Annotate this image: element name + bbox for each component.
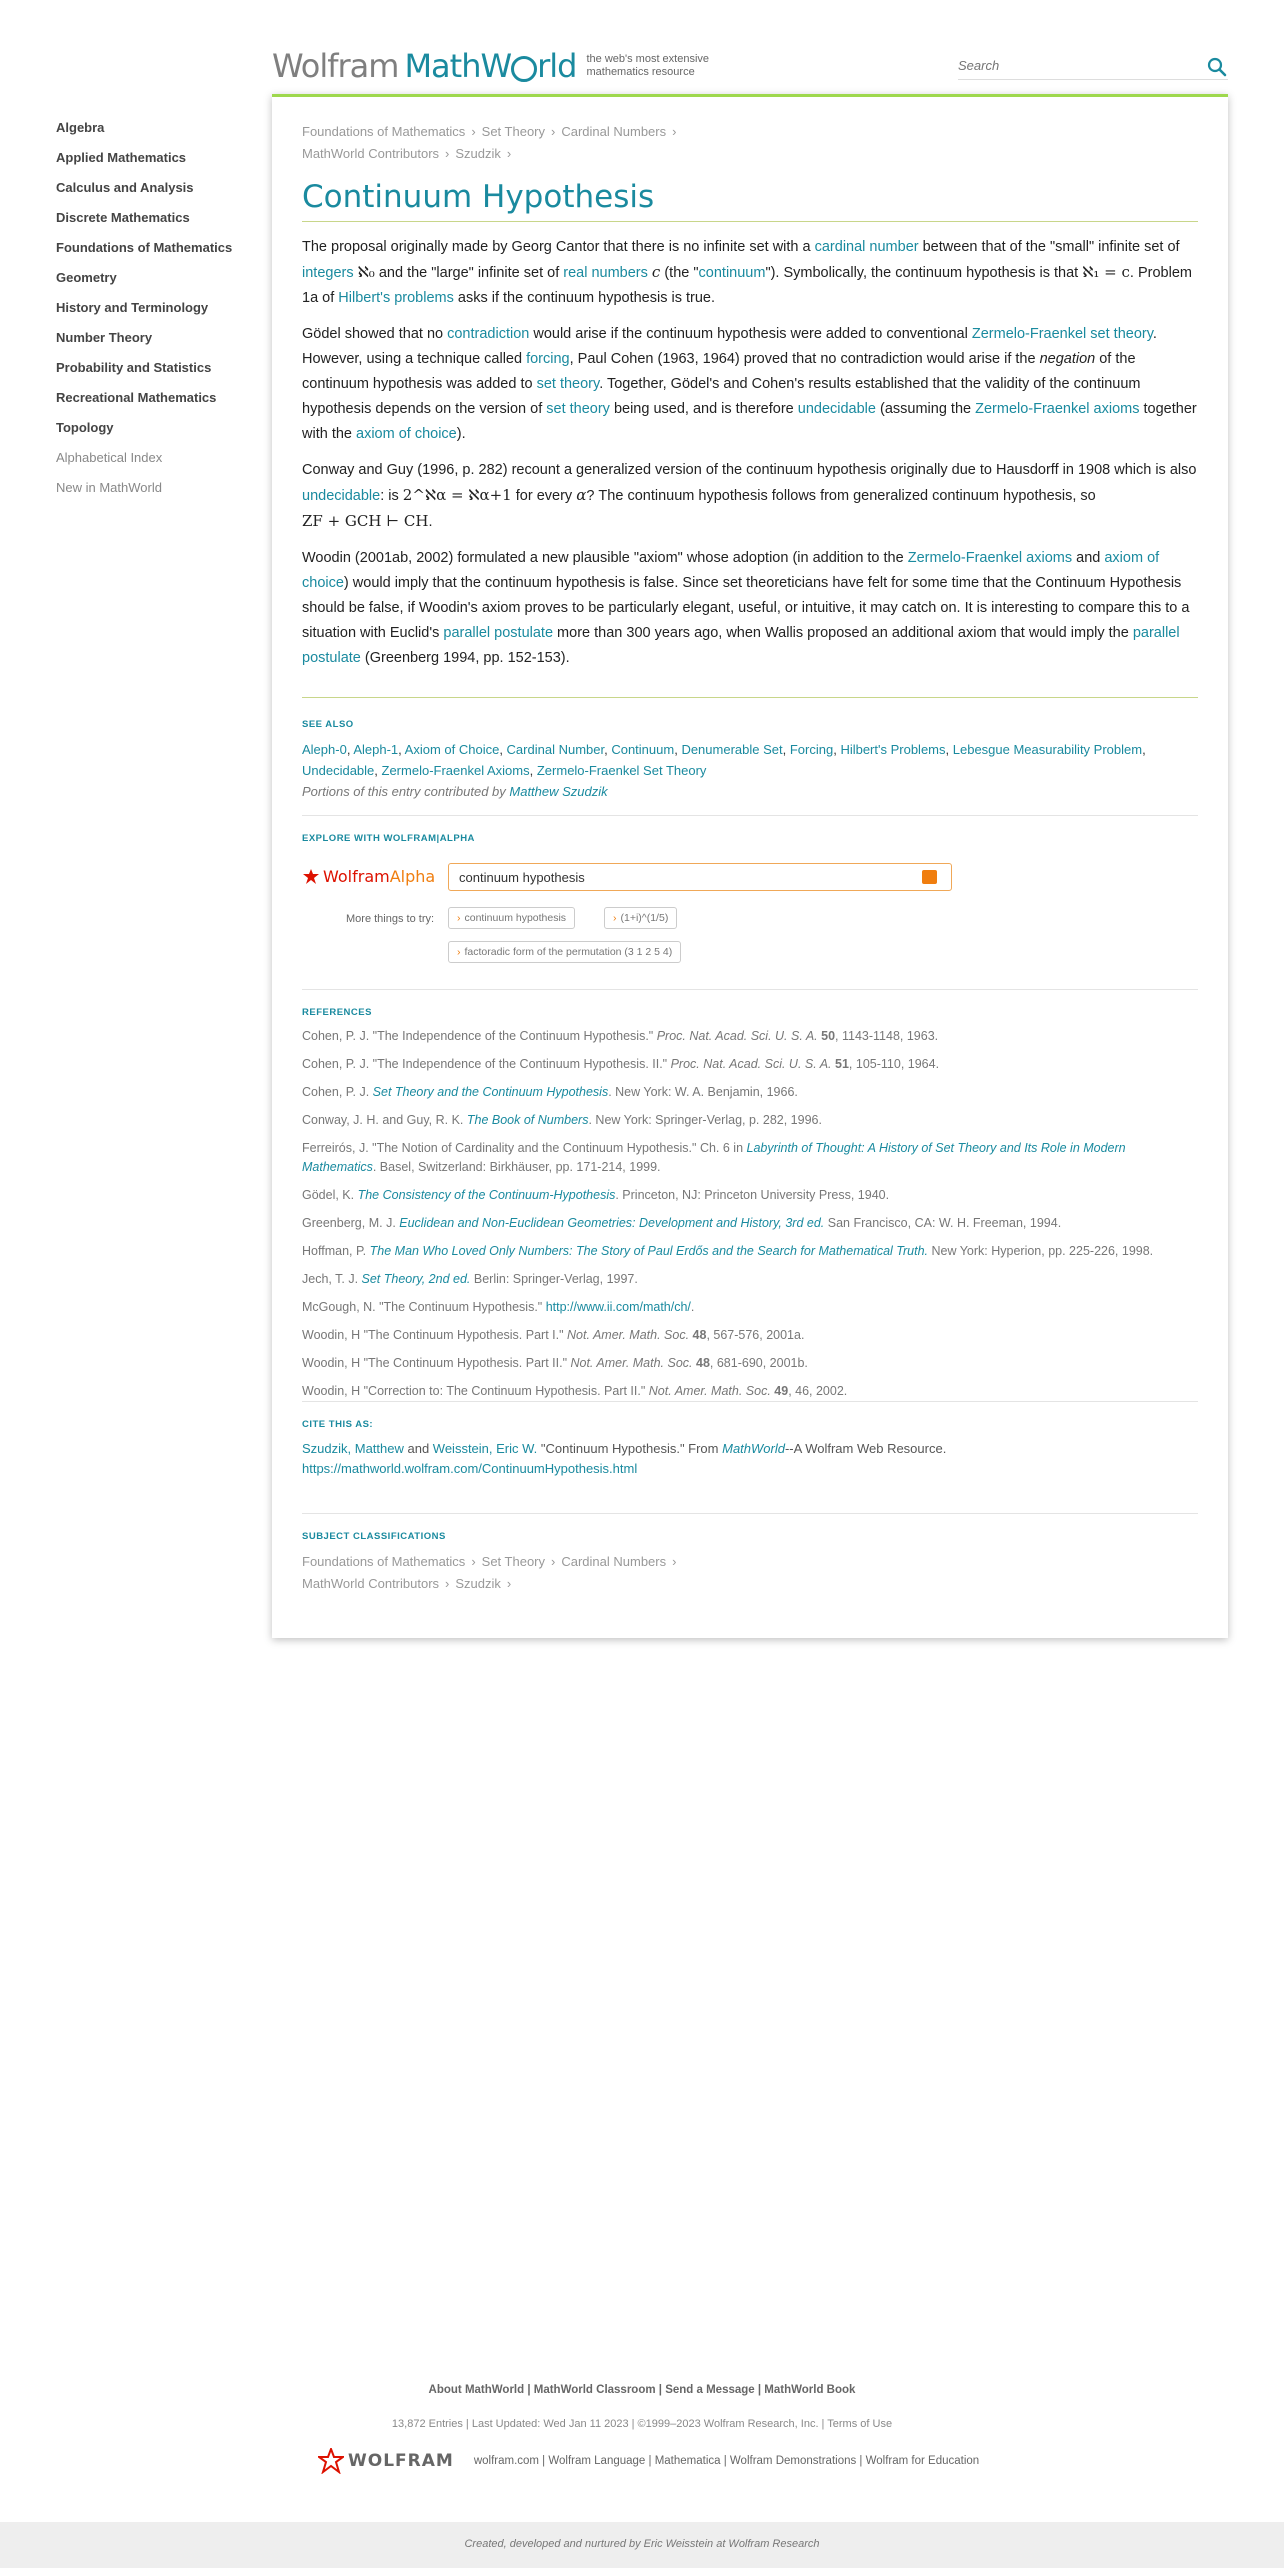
reference-book-link[interactable]: The Book of Numbers	[466, 1113, 589, 1127]
link-zf-set-theory[interactable]: Zermelo-Fraenkel set theory	[971, 326, 1153, 342]
page-title: Continuum Hypothesis	[302, 179, 1198, 222]
link-set-theory-2[interactable]: set theory	[546, 401, 610, 417]
breadcrumb-foundations[interactable]: Foundations of Mathematics	[302, 124, 466, 139]
chevron-right-icon: ›	[457, 912, 461, 924]
paragraph-1: The proposal originally made by Georg Cantor that there is no infinite set with a cardinal number between that of the "small" infinite set of integers ℵ₀ and the "large" infinite set of real numbers c (the "continuum"). Symbolically, the continuum hypothesis is that ℵ₁ = c. Problem 1a of Hilbert's problems asks if the continuum hypothesis is true.	[302, 239, 1192, 306]
sidebar-item-recreational-mathematics[interactable]: Recreational Mathematics	[56, 390, 217, 405]
sidebar-item-algebra[interactable]: Algebra	[56, 120, 105, 135]
try-chip[interactable]: › factoradic form of the permutation (3 1 2 5 4)	[448, 941, 681, 963]
sidebar-item-number-theory[interactable]: Number Theory	[56, 330, 153, 345]
wolfram-spikey-icon	[318, 2448, 344, 2474]
link-zf-axioms[interactable]: Zermelo-Fraenkel axioms	[975, 401, 1140, 417]
wolfram-footer-links[interactable]: wolfram.com | Wolfram Language | Mathematica | Wolfram Demonstrations | Wolfram for Education	[473, 2455, 980, 2467]
reference-book-link[interactable]: Set Theory, 2nd ed.	[361, 1272, 471, 1286]
cite-label: CITE THIS AS:	[302, 1419, 374, 1430]
math-zf-gch-ch: ZF + GCH ⊢ CH	[302, 512, 429, 530]
reference-item: Woodin, H "Correction to: The Continuum Hypothesis. Part II." Not. Amer. Math. Soc. 49, 46, 2002.	[302, 1384, 848, 1398]
see-also-link[interactable]: Forcing	[789, 742, 834, 757]
cite-url[interactable]: https://mathworld.wolfram.com/ContinuumHypothesis.html	[302, 1461, 638, 1476]
see-also-link[interactable]: Lebesgue Measurability Problem	[952, 742, 1143, 757]
reference-item: Hoffman, P. The Man Who Loved Only Numbers: The Story of Paul Erdős and the Search for Mathematical Truth. New York: Hyperion, pp. 225-226, 1998.	[302, 1244, 1154, 1258]
see-also-link[interactable]: Zermelo-Fraenkel Axioms	[381, 763, 530, 778]
breadcrumb-set-theory[interactable]: Set Theory	[481, 124, 546, 139]
reference-book-link[interactable]: Labyrinth of Thought: A History of Set Theory and Its Role in Modern Mathematics	[302, 1141, 1126, 1174]
reference-item: McGough, N. "The Continuum Hypothesis." http://www.ii.com/math/ch/.	[302, 1300, 695, 1314]
breadcrumb-szudzik[interactable]: Szudzik	[455, 146, 501, 161]
see-also-link[interactable]: Hilbert's Problems	[840, 742, 946, 757]
breadcrumb-cardinal-numbers[interactable]: Cardinal Numbers	[561, 124, 667, 139]
subject-set-theory[interactable]: Set Theory	[481, 1554, 546, 1569]
sidebar-item-geometry[interactable]: Geometry	[56, 270, 117, 285]
reference-item: Woodin, H "The Continuum Hypothesis. Part I." Not. Amer. Math. Soc. 48, 567-576, 2001a.	[302, 1328, 805, 1342]
cite-author-szudzik[interactable]: Szudzik, Matthew	[302, 1441, 404, 1456]
explore-label: EXPLORE WITH WOLFRAM|ALPHA	[302, 833, 475, 844]
divider	[302, 697, 1198, 698]
subject-cardinal-numbers[interactable]: Cardinal Numbers	[561, 1554, 667, 1569]
wolfram-alpha-logo[interactable]: Wolfram Alpha	[302, 867, 435, 886]
try-chip[interactable]: › continuum hypothesis	[448, 907, 575, 929]
divider	[302, 1401, 1198, 1402]
link-parallel-postulate[interactable]: parallel postulate	[443, 625, 554, 641]
sidebar-item-topology[interactable]: Topology	[56, 420, 114, 435]
article-card	[272, 94, 1228, 1638]
article-body	[302, 235, 1198, 682]
references-label: REFERENCES	[302, 1007, 372, 1018]
see-also-link[interactable]: Aleph-1	[353, 742, 399, 757]
wolfram-alpha-go-button[interactable]	[922, 870, 937, 884]
math-gch: 2^ℵα = ℵα+1	[402, 486, 512, 504]
link-axiom-of-choice-2[interactable]: axiom of choice	[302, 550, 1160, 591]
sidebar-nav	[56, 118, 256, 508]
see-also-label: SEE ALSO	[302, 719, 354, 730]
link-set-theory[interactable]: set theory	[536, 376, 600, 392]
see-also-link[interactable]: Continuum	[611, 742, 675, 757]
reference-item: Jech, T. J. Set Theory, 2nd ed. Berlin: Springer-Verlag, 1997.	[302, 1272, 638, 1286]
subject-classifications: Foundations of Mathematics › Set Theory › Cardinal Numbers › MathWorld Contributors › Szudzik ›	[302, 1554, 677, 1591]
see-also-link[interactable]: Zermelo-Fraenkel Set Theory	[536, 763, 707, 778]
link-integers[interactable]: integers	[302, 265, 354, 281]
reference-item: Ferreirós, J. "The Notion of Cardinality and the Continuum Hypothesis." Ch. 6 in Labyrinth of Thought: A History of Set Theory and Its Role in Modern Mathematics. Basel, Switzerland: Birkhäuser, pp. 171-214, 1999.	[302, 1141, 1126, 1174]
subject-label: SUBJECT CLASSIFICATIONS	[302, 1531, 446, 1542]
see-also-link[interactable]: Axiom of Choice	[404, 742, 500, 757]
reference-item: Cohen, P. J. "The Independence of the Continuum Hypothesis. II." Proc. Nat. Acad. Sci. U. S. A. 51, 105-110, 1964.	[302, 1057, 940, 1071]
reference-item: Gödel, K. The Consistency of the Continuum-Hypothesis. Princeton, NJ: Princeton University Press, 1940.	[302, 1188, 890, 1202]
search-input[interactable]	[958, 54, 1198, 77]
reference-book-link[interactable]: Euclidean and Non-Euclidean Geometries: Development and History, 3rd ed.	[399, 1216, 825, 1230]
globe-icon	[511, 56, 537, 82]
wolfram-spikey-icon	[302, 868, 320, 886]
divider	[302, 1513, 1198, 1514]
mathworld-logo[interactable]	[272, 48, 736, 84]
reference-url-link[interactable]: http://www.ii.com/math/ch/	[545, 1300, 691, 1314]
cite-mathworld-link[interactable]: MathWorld	[722, 1441, 785, 1456]
see-also-link[interactable]: Aleph-0	[302, 742, 347, 757]
paragraph-4: Woodin (2001ab, 2002) formulated a new plausible "axiom" whose adoption (in addition to the Zermelo-Fraenkel axioms and axiom of choice) would imply that the continuum hypothesis is false. Since set theoreticians have felt for some time that the Continuum Hypothesis should be false, if Woodin's axiom proves to be particularly elegant, useful, or intuitive, it may catch on. It is interesting to compare this to a situation with Euclid's parallel postulate more than 300 years ago, when Wallis proposed an additional axiom that would imply the parallel postulate (Greenberg 1994, pp. 152-153).	[302, 550, 1190, 666]
search-box	[958, 54, 1228, 80]
sidebar-item-calculus-and-analysis[interactable]: Calculus and Analysis	[56, 180, 194, 195]
link-parallel-postulate-2[interactable]: parallel postulate	[302, 625, 1180, 666]
reference-book-link[interactable]: The Man Who Loved Only Numbers: The Story of Paul Erdős and the Search for Mathematical Truth.	[369, 1244, 928, 1258]
logo-wolfram-text: Wolfram	[272, 47, 399, 85]
breadcrumb: Foundations of Mathematics › Set Theory › Cardinal Numbers › MathWorld Contributors › Szudzik ›	[302, 124, 677, 161]
divider	[302, 815, 1198, 816]
reference-book-link[interactable]: Set Theory and the Continuum Hypothesis	[372, 1085, 609, 1099]
reference-item: Greenberg, M. J. Euclidean and Non-Euclidean Geometries: Development and History, 3rd ed. San Francisco, CA: W. H. Freeman, 1994.	[302, 1216, 1062, 1230]
sidebar-item-alphabetical-index[interactable]: Alphabetical Index	[56, 450, 163, 465]
see-also-link[interactable]: Cardinal Number	[506, 742, 605, 757]
link-real-numbers[interactable]: real numbers	[563, 265, 648, 281]
math-aleph1-eq-c: ℵ₁ = c	[1082, 263, 1130, 281]
breadcrumb-contributors[interactable]: MathWorld Contributors	[302, 146, 440, 161]
sidebar-item-history-and-terminology[interactable]: History and Terminology	[56, 300, 209, 315]
credit-bar	[0, 2522, 1284, 2568]
link-axiom-of-choice[interactable]: axiom of choice	[356, 426, 457, 442]
chevron-right-icon: ›	[457, 946, 461, 958]
credit-text: Created, developed and nurtured by Eric Weisstein at Wolfram Research	[464, 2538, 820, 2550]
subject-contributors[interactable]: MathWorld Contributors	[302, 1576, 440, 1591]
sidebar-item-foundations-of-mathematics[interactable]: Foundations of Mathematics	[56, 240, 233, 255]
reference-item: Woodin, H "The Continuum Hypothesis. Part II." Not. Amer. Math. Soc. 48, 681-690, 2001b.	[302, 1356, 808, 1370]
footer-info: 13,872 Entries | Last Updated: Wed Jan 11 2023 | ©1999–2023 Wolfram Research, Inc. | Terms of Use	[391, 2418, 893, 2430]
sidebar-item-new-in-mathworld[interactable]: New in MathWorld	[56, 480, 162, 495]
more-things-label: More things to try:	[346, 913, 435, 925]
math-aleph0: ℵ₀	[357, 263, 375, 281]
reference-item: Conway, J. H. and Guy, R. K. The Book of Numbers. New York: Springer-Verlag, p. 282, 1996.	[302, 1113, 822, 1127]
footer-links[interactable]: About MathWorld | MathWorld Classroom | Send a Message | MathWorld Book	[428, 2384, 856, 2396]
cite-author-weisstein[interactable]: Weisstein, Eric W.	[432, 1441, 538, 1456]
reference-item: Cohen, P. J. "The Independence of the Continuum Hypothesis." Proc. Nat. Acad. Sci. U. S. A. 50, 1143-1148, 1963.	[302, 1029, 939, 1043]
link-hilberts-problems[interactable]: Hilbert's problems	[338, 290, 454, 306]
link-contradiction[interactable]: contradiction	[447, 326, 530, 342]
citation: Szudzik, Matthew and Weisstein, Eric W. "Continuum Hypothesis." From MathWorld--A Wolfram Web Resource. https://mathworld.wolfram.com/ContinuumHypothesis.html	[302, 1441, 947, 1476]
search-icon[interactable]	[1206, 56, 1228, 78]
footer-wolfram	[318, 2448, 979, 2474]
paragraph-3: Conway and Guy (1996, p. 282) recount a generalized version of the continuum hypothesis originally due to Hausdorff in 1908 which is also undecidable: is 2^ℵα = ℵα+1 for every α? The continuum hypothesis follows from generalized continuum hypothesis, so ZF + GCH ⊢ CH.	[302, 462, 1197, 530]
link-forcing[interactable]: forcing	[526, 351, 570, 367]
try-chip[interactable]: › (1+i)^(1/5)	[604, 907, 677, 929]
site-header	[272, 48, 1228, 84]
reference-book-link[interactable]: The Consistency of the Continuum-Hypothesis	[357, 1188, 616, 1202]
see-also-link[interactable]: Undecidable	[302, 763, 375, 778]
see-also-link[interactable]: Denumerable Set	[681, 742, 783, 757]
link-undecidable-2[interactable]: undecidable	[302, 488, 381, 504]
logo-mathworld-text: MathW rld	[404, 47, 577, 85]
reference-item: Cohen, P. J. Set Theory and the Continuum Hypothesis. New York: W. A. Benjamin, 1966.	[302, 1085, 798, 1099]
portions-credit: Portions of this entry contributed by Matthew Szudzik	[302, 784, 608, 799]
sidebar-item-probability-and-statistics[interactable]: Probability and Statistics	[56, 360, 212, 375]
see-also-list: Aleph-0, Aleph-1, Axiom of Choice, Cardinal Number, Continuum, Denumerable Set, Forcing, Hilbert's Problems, Lebesgue Measurability Problem, Undecidable, Zermelo-Fraenkel Axioms, Zermelo-Fraenkel Set Theory Portions of this entry contributed by Matthew Szudzik	[302, 742, 1146, 799]
link-continuum[interactable]: continuum	[698, 265, 766, 281]
sidebar-item-discrete-mathematics[interactable]: Discrete Mathematics	[56, 210, 190, 225]
math-c: c	[651, 263, 661, 281]
divider	[302, 989, 1198, 990]
references-list	[302, 1027, 1198, 1410]
wolfram-footer-logo[interactable]: WOLFRAM	[348, 2451, 454, 2471]
link-cardinal-number[interactable]: cardinal number	[814, 239, 919, 255]
wolfram-alpha-input[interactable]	[448, 863, 952, 891]
sidebar-item-applied-mathematics[interactable]: Applied Mathematics	[56, 150, 187, 165]
link-zf-axioms-2[interactable]: Zermelo-Fraenkel axioms	[907, 550, 1073, 566]
link-undecidable[interactable]: undecidable	[797, 401, 876, 417]
subject-foundations[interactable]: Foundations of Mathematics	[302, 1554, 466, 1569]
paragraph-2: Gödel showed that no contradiction would arise if the continuum hypothesis were added to conventional Zermelo-Fraenkel set theory. However, using a technique called forcing, Paul Cohen (1963, 1964) proved that no contradiction would arise if the negation of the continuum hypothesis was added to set theory. Together, Gödel's and Cohen's results established that the validity of the continuum hypothesis depends on the version of set theory being used, and is therefore undecidable (assuming the Zermelo-Fraenkel axioms together with the axiom of choice).	[302, 326, 1197, 442]
tagline: the web's most extensive mathematics resource	[586, 53, 710, 78]
chevron-right-icon: ›	[613, 912, 617, 924]
math-alpha: α	[576, 486, 587, 504]
link-matthew-szudzik[interactable]: Matthew Szudzik	[509, 784, 608, 799]
subject-szudzik[interactable]: Szudzik	[455, 1576, 501, 1591]
